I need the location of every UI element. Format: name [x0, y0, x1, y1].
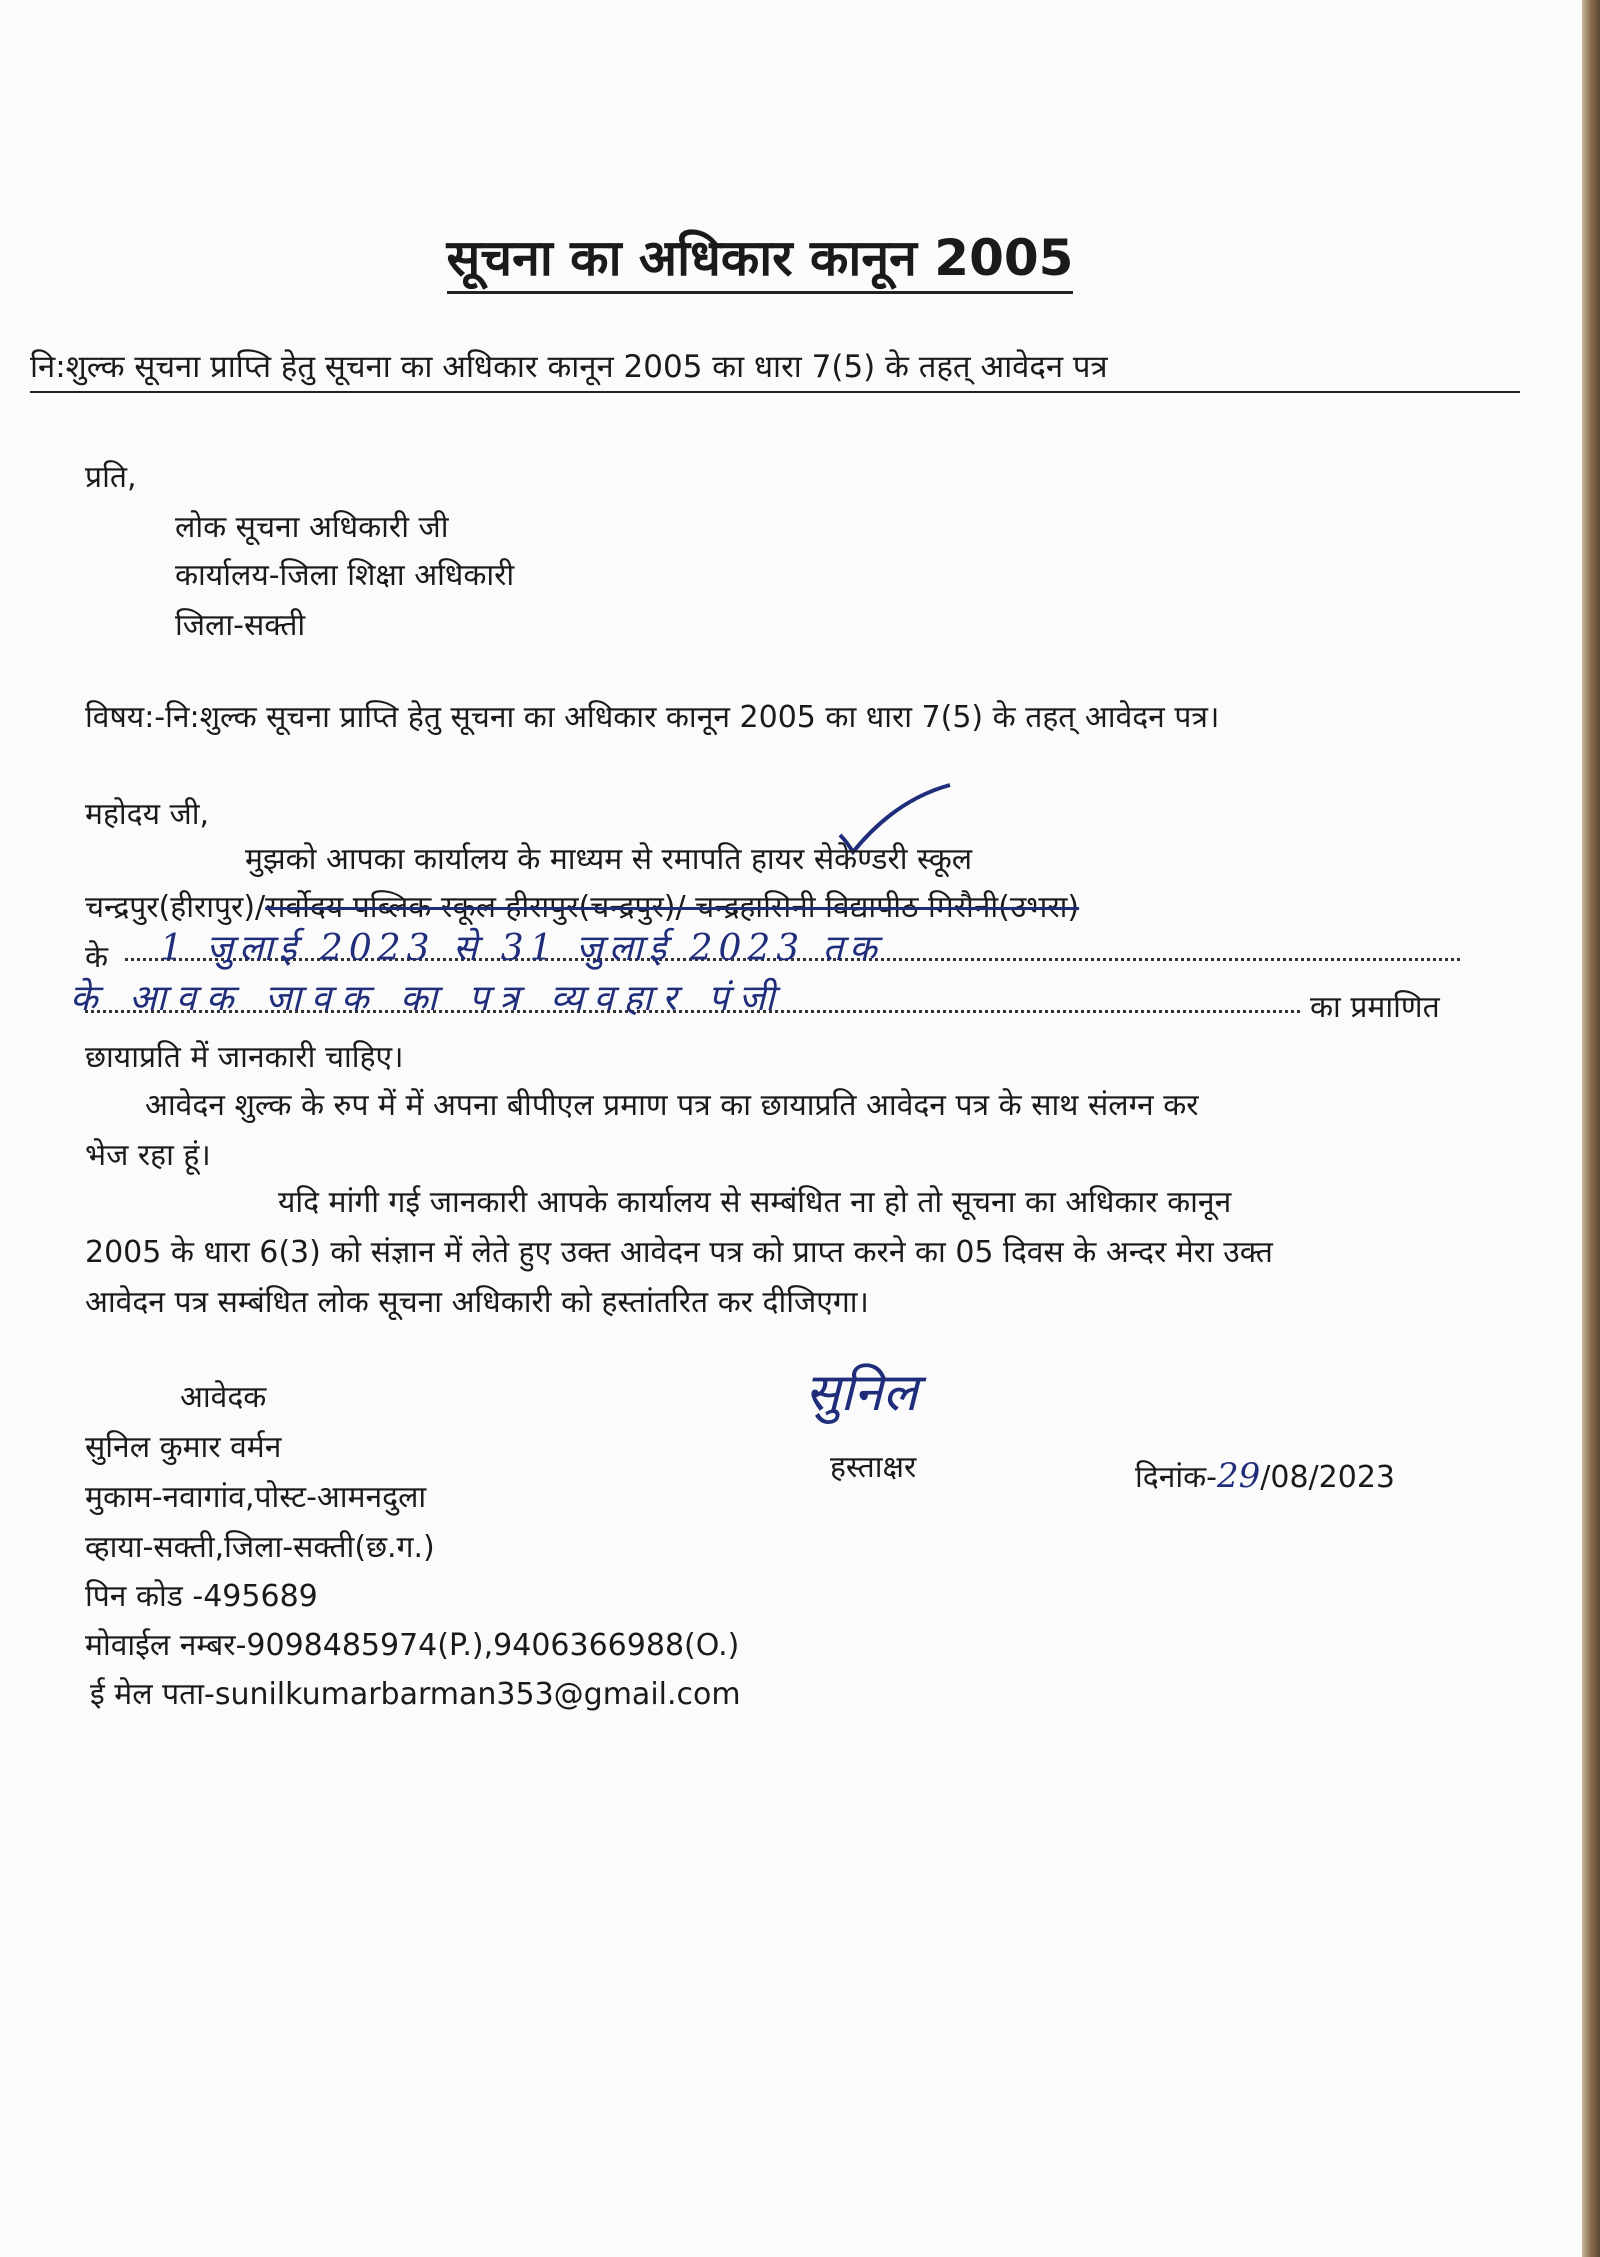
body-line-5: छायाप्रति में जानकारी चाहिए। — [85, 1040, 404, 1075]
para2-line-1: आवेदन शुल्क के रुप में में अपना बीपीएल प्रमाण पत्र का छायाप्रति आवेदन पत्र के साथ संलग्न कर — [145, 1088, 1199, 1123]
date-day-handwritten: 29 — [1217, 1456, 1261, 1496]
date-rest: /08/2023 — [1260, 1460, 1396, 1495]
subject-line: विषय:-नि:शुल्क सूचना प्राप्ति हेतु सूचना का अधिकार कानून 2005 का धारा 7(5) के तहत् आवेदन पत्र। — [85, 700, 1220, 735]
para2-line-2: भेज रहा हूं। — [85, 1138, 211, 1173]
recipient-prefix: प्रति, — [85, 460, 137, 495]
handwritten-date-range: 1 जुलाई 2023 से 31 जुलाई 2023 तक — [160, 928, 883, 969]
body-line-2 — [85, 885, 1079, 926]
applicant-address-1: मुकाम-नवागांव,पोस्ट-आमनदुला — [85, 1480, 427, 1515]
para3-line-1: यदि मांगी गई जानकारी आपके कार्यालय से सम्बंधित ना हो तो सूचना का अधिकार कानून — [278, 1185, 1232, 1220]
para3-line-3: आवेदन पत्र सम्बंधित लोक सूचना अधिकारी को हस्तांतरित कर दीजिएगा। — [85, 1285, 869, 1320]
body-line-4-suffix: का प्रमाणित — [1310, 990, 1440, 1025]
applicant-name: सुनिल कुमार वर्मन — [85, 1430, 282, 1465]
applicant-email: ई मेल पता-sunilkumarbarman353@gmail.com — [90, 1677, 741, 1712]
handwritten-record-name: के आवक जावक का पत्र व्यवहार पंजी — [70, 978, 785, 1019]
date-line — [1135, 1455, 1395, 1496]
document-subtitle: नि:शुल्क सूचना प्राप्ति हेतु सूचना का अधिकार कानून 2005 का धारा 7(5) के तहत् आवेदन पत्र — [30, 345, 1520, 393]
applicant-label: आवेदक — [180, 1380, 267, 1415]
recipient-line-2: कार्यालय-जिला शिक्षा अधिकारी — [175, 558, 515, 593]
ke-prefix: के — [85, 940, 109, 975]
body-line-1: मुझको आपका कार्यालय के माध्यम से रमापति हायर सेकेण्डरी स्कूल — [245, 842, 973, 877]
handwritten-signature: सुनिल — [805, 1363, 918, 1423]
school-names-struck: सर्वोदय पब्लिक स्कूल हीरापुर(चन्द्रपुर)/ चन्द्रहासिनी विद्यापीठ मिरौनी(उभरा) — [265, 890, 1080, 925]
school-name-selected: चन्द्रपुर(हीरापुर)/ — [85, 890, 266, 925]
document-title: सूचना का अधिकार कानून 2005 — [0, 222, 1520, 290]
signature-label: हस्ताक्षर — [830, 1450, 917, 1485]
applicant-mobile: मोवाईल नम्बर-9098485974(P.),9406366988(O.) — [85, 1628, 740, 1663]
salutation: महोदय जी, — [85, 797, 210, 832]
paper-edge-background — [1582, 0, 1600, 2257]
applicant-address-2: व्हाया-सक्ती,जिला-सक्ती(छ.ग.) — [85, 1530, 435, 1565]
applicant-pin: पिन कोड -495689 — [85, 1579, 318, 1614]
date-label: दिनांक- — [1135, 1460, 1217, 1495]
recipient-line-3: जिला-सक्ती — [175, 608, 306, 643]
recipient-line-1: लोक सूचना अधिकारी जी — [175, 510, 449, 545]
para3-line-2: 2005 के धारा 6(3) को संज्ञान में लेते हुए उक्त आवेदन पत्र को प्राप्त करने का 05 दिवस के अन्दर मेरा उक्त — [85, 1235, 1273, 1270]
